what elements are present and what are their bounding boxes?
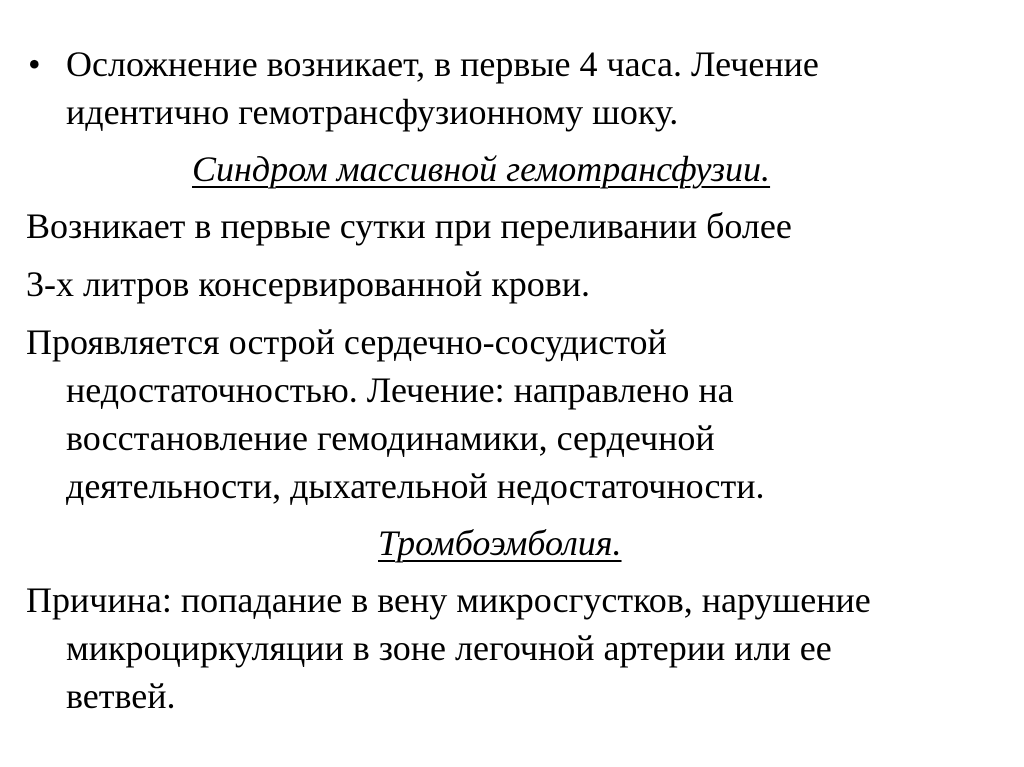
bullet-marker: • — [28, 44, 41, 84]
section-heading-massive-transfusion: Синдром массивной гемотрансфузии. — [192, 149, 771, 189]
paragraph-4-line-3: ветвей. — [66, 676, 176, 716]
paragraph-3-line-2: недостаточностью. Лечение: направлено на — [66, 370, 734, 410]
paragraph-4-line-2: микроциркуляции в зоне легочной артерии или ее — [66, 628, 832, 668]
paragraph-1-line-1: Осложнение возникает, в первые 4 часа. Лечение — [66, 44, 819, 84]
paragraph-2-line-2: 3-х литров консервированной крови. — [26, 264, 591, 304]
paragraph-3-line-3: восстановление гемодинамики, сердечной — [66, 418, 715, 458]
paragraph-1-line-2: идентично гемотрансфузионному шоку. — [66, 92, 679, 132]
paragraph-2-line-1: Возникает в первые сутки при переливании более — [26, 206, 792, 246]
paragraph-3-line-1: Проявляется острой сердечно-сосудистой — [26, 322, 667, 362]
paragraph-3-line-4: деятельности, дыхательной недостаточности. — [66, 466, 765, 506]
section-heading-thromboembolism: Тромбоэмболия. — [378, 523, 622, 563]
paragraph-4-line-1: Причина: попадание в вену микросгустков, нарушение — [26, 580, 871, 620]
